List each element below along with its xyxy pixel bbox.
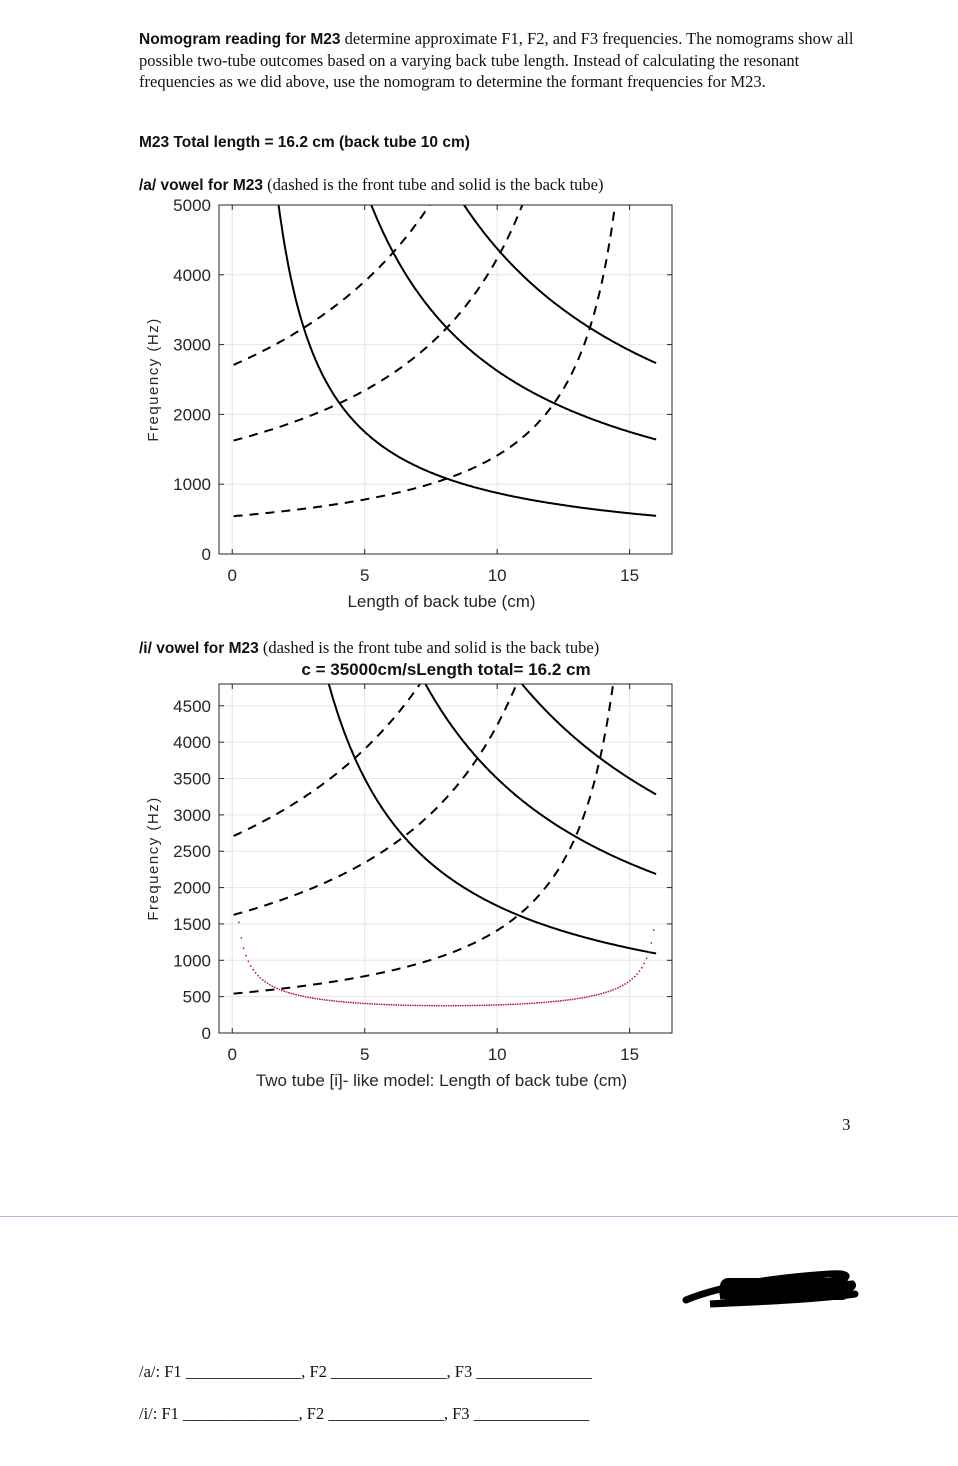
- x-tick-label: 10: [487, 1045, 507, 1064]
- y-tick-label: 1000: [173, 475, 211, 495]
- helmholtz-point: [536, 1002, 538, 1004]
- helmholtz-point: [569, 999, 571, 1001]
- helmholtz-point: [350, 1002, 352, 1004]
- helmholtz-point: [481, 1004, 483, 1006]
- helmholtz-point: [519, 1003, 521, 1005]
- helmholtz-point: [410, 1004, 412, 1006]
- helmholtz-point: [321, 999, 323, 1001]
- caption-i-lead: /i/ vowel for M23: [139, 640, 259, 657]
- front-tube-curve-3: [234, 655, 656, 836]
- helmholtz-point: [243, 947, 245, 949]
- helmholtz-point: [634, 976, 636, 978]
- helmholtz-point: [357, 1002, 359, 1004]
- helmholtz-point: [388, 1004, 390, 1006]
- helmholtz-point: [629, 980, 631, 982]
- helmholtz-point: [500, 1004, 502, 1006]
- helmholtz-point: [317, 998, 319, 1000]
- front-tube-curve-3: [234, 190, 656, 365]
- helmholtz-point: [457, 1005, 459, 1007]
- helmholtz-point: [281, 989, 283, 991]
- x-tick-label: 15: [620, 566, 640, 585]
- helmholtz-point: [460, 1005, 462, 1007]
- helmholtz-point: [472, 1005, 474, 1007]
- helmholtz-point: [391, 1004, 393, 1006]
- helmholtz-point: [314, 998, 316, 1000]
- helmholtz-point: [343, 1001, 345, 1003]
- helmholtz-point: [631, 978, 633, 980]
- helmholtz-point: [636, 973, 638, 975]
- helmholtz-point: [612, 989, 614, 991]
- helmholtz-point: [412, 1004, 414, 1006]
- back-tube-curve-2: [234, 190, 656, 440]
- helmholtz-point: [293, 993, 295, 995]
- helmholtz-point: [436, 1005, 438, 1007]
- helmholtz-point: [639, 970, 641, 972]
- helmholtz-point: [450, 1005, 452, 1007]
- helmholtz-point: [407, 1004, 409, 1006]
- intro-body: determine approximate F1, F2, and F3 frequencies. The nomograms show all possible two-tube outcomes based on a varying back tube length. Instead of calculating the resonant frequencies as we did above, use the nomogram to determine the formant frequencies for M23.: [139, 29, 854, 91]
- helmholtz-point: [572, 998, 574, 1000]
- helmholtz-point: [352, 1002, 354, 1004]
- helmholtz-point: [605, 991, 607, 993]
- helmholtz-point: [279, 989, 281, 991]
- helmholtz-point: [588, 996, 590, 998]
- helmholtz-point: [493, 1004, 495, 1006]
- helmholtz-point: [538, 1002, 540, 1004]
- helmholtz-point: [319, 998, 321, 1000]
- helmholtz-point: [338, 1001, 340, 1003]
- chart-a-vowel: [0, 190, 958, 620]
- y-tick-label: 4500: [173, 696, 211, 716]
- helmholtz-point: [379, 1003, 381, 1005]
- caption-a-rest: (dashed is the front tube and solid is the back tube): [263, 175, 604, 194]
- helmholtz-point: [252, 969, 254, 971]
- helmholtz-point: [469, 1005, 471, 1007]
- helmholtz-point: [555, 1000, 557, 1002]
- y-tick-label: 2500: [173, 842, 211, 862]
- helmholtz-point: [624, 983, 626, 985]
- helmholtz-point: [364, 1003, 366, 1005]
- helmholtz-point: [326, 999, 328, 1001]
- redaction-scribble: [680, 1264, 862, 1310]
- y-tick-label: 4000: [173, 265, 211, 285]
- back-tube-curve-3: [234, 190, 656, 363]
- helmholtz-point: [476, 1005, 478, 1007]
- y-tick-label: 2000: [173, 405, 211, 425]
- helmholtz-point: [627, 982, 629, 984]
- helmholtz-point: [307, 996, 309, 998]
- helmholtz-point: [560, 1000, 562, 1002]
- y-tick-label: 0: [201, 1024, 211, 1043]
- helmholtz-point: [345, 1001, 347, 1003]
- helmholtz-point: [369, 1003, 371, 1005]
- chart-i-vowel: [0, 655, 958, 1095]
- helmholtz-point: [298, 994, 300, 996]
- helmholtz-point: [641, 967, 643, 969]
- helmholtz-point: [248, 960, 250, 962]
- helmholtz-point: [474, 1005, 476, 1007]
- page-number: 3: [842, 1115, 851, 1134]
- x-axis-label: Length of back tube (cm): [347, 592, 536, 611]
- helmholtz-point: [355, 1002, 357, 1004]
- helmholtz-point: [312, 997, 314, 999]
- helmholtz-point: [441, 1005, 443, 1007]
- helmholtz-point: [274, 986, 276, 988]
- page-divider: [0, 1216, 958, 1217]
- helmholtz-point: [367, 1003, 369, 1005]
- helmholtz-point: [534, 1002, 536, 1004]
- helmholtz-point: [491, 1004, 493, 1006]
- helmholtz-point: [453, 1005, 455, 1007]
- helmholtz-point: [622, 984, 624, 986]
- helmholtz-point: [646, 957, 648, 959]
- helmholtz-point: [259, 977, 261, 979]
- back-tube-curve-2: [234, 655, 656, 874]
- helmholtz-point: [276, 988, 278, 990]
- helmholtz-point: [510, 1004, 512, 1006]
- helmholtz-point: [386, 1004, 388, 1006]
- helmholtz-point: [591, 995, 593, 997]
- helmholtz-point: [593, 995, 595, 997]
- helmholtz-point: [529, 1003, 531, 1005]
- helmholtz-point: [448, 1005, 450, 1007]
- y-axis-label: Frequency (Hz): [145, 317, 162, 442]
- helmholtz-point: [484, 1004, 486, 1006]
- helmholtz-point: [596, 994, 598, 996]
- helmholtz-point: [433, 1005, 435, 1007]
- helmholtz-point: [429, 1005, 431, 1007]
- helmholtz-point: [643, 963, 645, 965]
- y-tick-label: 500: [182, 987, 211, 1007]
- helmholtz-point: [405, 1004, 407, 1006]
- helmholtz-point: [543, 1002, 545, 1004]
- helmholtz-point: [414, 1005, 416, 1007]
- helmholtz-point: [431, 1005, 433, 1007]
- chart-title: c = 35000cm/sLength total= 16.2 cm: [301, 660, 591, 679]
- helmholtz-point: [331, 1000, 333, 1002]
- helmholtz-point: [271, 985, 273, 987]
- y-tick-label: 5000: [173, 196, 211, 215]
- helmholtz-point: [553, 1001, 555, 1003]
- helmholtz-point: [374, 1003, 376, 1005]
- y-tick-label: 0: [201, 545, 211, 564]
- helmholtz-point: [455, 1005, 457, 1007]
- helmholtz-point: [648, 951, 650, 953]
- helmholtz-point: [290, 993, 292, 995]
- plot-area: [234, 190, 656, 516]
- helmholtz-point: [615, 988, 617, 990]
- helmholtz-point: [302, 995, 304, 997]
- helmholtz-point: [467, 1005, 469, 1007]
- helmholtz-point: [424, 1005, 426, 1007]
- helmholtz-point: [603, 992, 605, 994]
- helmholtz-point: [381, 1003, 383, 1005]
- intro-lead: Nomogram reading for M23: [139, 31, 341, 48]
- helmholtz-point: [562, 1000, 564, 1002]
- helmholtz-point: [610, 990, 612, 992]
- helmholtz-point: [650, 942, 652, 944]
- helmholtz-point: [417, 1005, 419, 1007]
- helmholtz-point: [488, 1004, 490, 1006]
- helmholtz-point: [240, 937, 242, 939]
- helmholtz-point: [422, 1005, 424, 1007]
- helmholtz-point: [262, 979, 264, 981]
- helmholtz-point: [438, 1005, 440, 1007]
- helmholtz-point: [584, 997, 586, 999]
- helmholtz-point: [503, 1004, 505, 1006]
- helmholtz-point: [309, 997, 311, 999]
- caption-a-lead: /a/ vowel for M23: [139, 177, 264, 194]
- helmholtz-point: [245, 955, 247, 957]
- helmholtz-point: [541, 1002, 543, 1004]
- helmholtz-point: [505, 1004, 507, 1006]
- helmholtz-point: [300, 995, 302, 997]
- helmholtz-point: [507, 1004, 509, 1006]
- helmholtz-point: [395, 1004, 397, 1006]
- front-tube-curve-1: [234, 190, 656, 516]
- y-tick-label: 3000: [173, 805, 211, 825]
- helmholtz-point: [550, 1001, 552, 1003]
- helmholtz-point: [393, 1004, 395, 1006]
- answer-line-i: /i/: F1 ______________, F2 ______________, F3 ______________: [139, 1404, 590, 1423]
- x-tick-label: 5: [359, 1045, 370, 1064]
- helmholtz-point: [383, 1004, 385, 1006]
- helmholtz-point: [524, 1003, 526, 1005]
- helmholtz-point: [362, 1002, 364, 1004]
- x-axis-label: Two tube [i]- like model: Length of back tube (cm): [255, 1071, 628, 1090]
- helmholtz-point: [400, 1004, 402, 1006]
- helmholtz-point: [577, 998, 579, 1000]
- helmholtz-point: [574, 998, 576, 1000]
- helmholtz-point: [600, 993, 602, 995]
- helmholtz-point: [598, 993, 600, 995]
- helmholtz-point: [498, 1004, 500, 1006]
- answer-line-a: /a/: F1 ______________, F2 ______________, F3 ______________: [139, 1362, 592, 1381]
- y-tick-label: 2000: [173, 878, 211, 898]
- intro-paragraph: [139, 28, 859, 92]
- front-tube-curve-2: [234, 190, 656, 441]
- helmholtz-point: [617, 987, 619, 989]
- y-tick-label: 1500: [173, 914, 211, 934]
- helmholtz-point: [376, 1003, 378, 1005]
- helmholtz-point: [567, 999, 569, 1001]
- helmholtz-point: [512, 1003, 514, 1005]
- helmholtz-point: [283, 990, 285, 992]
- helmholtz-point: [340, 1001, 342, 1003]
- helmholtz-point: [371, 1003, 373, 1005]
- helmholtz-point: [329, 1000, 331, 1002]
- helmholtz-point: [288, 992, 290, 994]
- back-tube-curve-1: [234, 190, 656, 516]
- helmholtz-point: [608, 991, 610, 993]
- helmholtz-point: [557, 1000, 559, 1002]
- helmholtz-point: [619, 986, 621, 988]
- helmholtz-point: [333, 1000, 335, 1002]
- helmholtz-point: [565, 999, 567, 1001]
- helmholtz-point: [348, 1001, 350, 1003]
- helmholtz-point: [238, 922, 240, 924]
- helmholtz-point: [257, 975, 259, 977]
- total-length-heading: M23 Total length = 16.2 cm (back tube 10 cm): [139, 134, 470, 151]
- x-tick-label: 10: [487, 566, 507, 585]
- helmholtz-point: [586, 996, 588, 998]
- x-tick-label: 0: [227, 1045, 237, 1064]
- y-tick-label: 1000: [173, 951, 211, 971]
- helmholtz-point: [579, 997, 581, 999]
- back-tube-curve-1: [234, 655, 656, 954]
- helmholtz-point: [526, 1003, 528, 1005]
- helmholtz-point: [295, 994, 297, 996]
- helmholtz-point: [445, 1005, 447, 1007]
- x-tick-label: 15: [620, 1045, 640, 1064]
- helmholtz-point: [546, 1001, 548, 1003]
- helmholtz-point: [402, 1004, 404, 1006]
- helmholtz-point: [495, 1004, 497, 1006]
- helmholtz-point: [419, 1005, 421, 1007]
- helmholtz-point: [255, 972, 257, 974]
- caption-i-rest: (dashed is the front tube and solid is the back tube): [258, 638, 600, 657]
- helmholtz-point: [515, 1003, 517, 1005]
- helmholtz-point: [653, 929, 655, 931]
- helmholtz-point: [267, 982, 269, 984]
- helmholtz-point: [479, 1005, 481, 1007]
- helmholtz-point: [324, 999, 326, 1001]
- helmholtz-point: [264, 981, 266, 983]
- helmholtz-point: [398, 1004, 400, 1006]
- helmholtz-point: [462, 1005, 464, 1007]
- helmholtz-point: [531, 1002, 533, 1004]
- helmholtz-point: [269, 984, 271, 986]
- helmholtz-point: [517, 1003, 519, 1005]
- helmholtz-point: [548, 1001, 550, 1003]
- y-tick-label: 3000: [173, 335, 211, 355]
- x-tick-label: 0: [227, 566, 237, 585]
- helmholtz-point: [581, 997, 583, 999]
- y-tick-label: 3500: [173, 769, 211, 789]
- plot-area: [234, 655, 656, 1007]
- helmholtz-point: [305, 996, 307, 998]
- helmholtz-point: [464, 1005, 466, 1007]
- helmholtz-point: [360, 1002, 362, 1004]
- x-tick-label: 5: [359, 566, 370, 585]
- y-tick-label: 4000: [173, 733, 211, 753]
- y-axis-label: Frequency (Hz): [145, 796, 162, 921]
- helmholtz-point: [286, 991, 288, 993]
- helmholtz-point: [336, 1000, 338, 1002]
- helmholtz-point: [426, 1005, 428, 1007]
- helmholtz-point: [250, 965, 252, 967]
- helmholtz-point: [486, 1004, 488, 1006]
- helmholtz-point: [522, 1003, 524, 1005]
- helmholtz-point: [443, 1005, 445, 1007]
